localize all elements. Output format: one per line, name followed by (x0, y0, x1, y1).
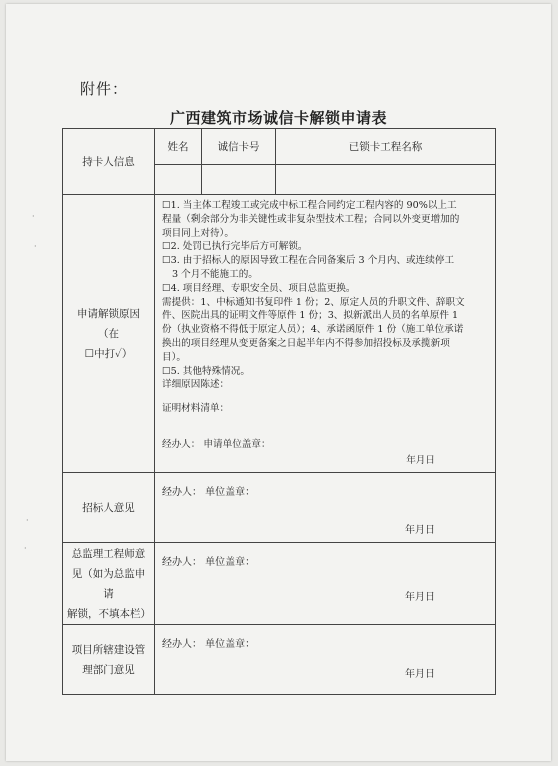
scan-speck: · (24, 544, 27, 553)
card-number-field[interactable] (202, 165, 276, 195)
reason-content[interactable]: ☐1. 当主体工程竣工或完成中标工程合同约定工程内容的 90%以上工 程量（剩余部分为非关键性或非复杂型技术工程；合同以外变更增加的 项目同上对待）。 ☐2. 处罚已执行完毕后方可解锁。 ☐3. 由于招标人的原因导致工程在合同备案后 3 个月内、或连续停工 3 个月不能施工的。 ☐4. 项目经理、专职安全员、项目总监更换。 需提供：1、中标通知书复印件 1 份；2、原定人员的升职文件、辞职文 件、医院出具的证明文件等原件 1 份；3、拟新派出人员的名单原件 1 份（执业资格不得低于原定人员）；4、承诺函原件 1 份（施工单位承诺 换出的项目经理从变更备案之日起半年内不得参加招投标及承揽新项 目）。 ☐5. 其他特殊情况。 详细原因陈述： 证明材料清单： 经办人： 申请单位盖章： 年月日 (155, 195, 496, 473)
tenderer-signer-label: 经办人： 单位盖章： (162, 487, 256, 498)
holder-info-label: 持卡人信息 (63, 129, 155, 195)
reason-option-4[interactable]: ☐4. 项目经理、专职安全员、项目总监更换。 (162, 282, 356, 294)
authority-opinion-label: 项目所辖建设管 理部门意见 (63, 625, 155, 695)
unlock-application-form (62, 128, 496, 695)
detailed-reason-label: 详细原因陈述： (162, 379, 230, 391)
authority-date-label: 年月日 (405, 669, 435, 680)
reason-option-1[interactable]: ☐1. 当主体工程竣工或完成中标工程合同约定工程内容的 90%以上工 (162, 200, 457, 211)
tenderer-opinion-label: 招标人意见 (63, 473, 155, 543)
form-title: 广西建筑市场诚信卡解锁申请表 (169, 109, 387, 127)
reason-option-3[interactable]: ☐3. 由于招标人的原因导致工程在合同备案后 3 个月内、或连续停工 (162, 255, 455, 267)
supervisor-opinion-field[interactable] (155, 543, 496, 625)
attachment-label: 附件： (80, 80, 129, 98)
reason-date-label: 年月日 (406, 454, 435, 466)
tenderer-opinion-field[interactable] (155, 473, 496, 543)
name-field[interactable] (155, 165, 202, 195)
scan-speck: · (26, 516, 29, 525)
locked-project-field[interactable] (276, 165, 496, 195)
reason-signer-label: 经办人： 申请单位盖章： (162, 438, 271, 450)
authority-signer-label: 经办人： 单位盖章： (162, 639, 256, 650)
header-name: 姓名 (155, 129, 202, 165)
reason-option-5[interactable]: ☐5. 其他特殊情况。 (162, 365, 250, 377)
header-locked-project: 已锁卡工程名称 (276, 129, 496, 165)
reason-option-2[interactable]: ☐2. 处罚已执行完毕后方可解锁。 (162, 241, 308, 253)
supervisor-date-label: 年月日 (405, 592, 435, 603)
document-page (6, 4, 551, 761)
scan-speck: · (32, 212, 35, 221)
authority-opinion-field[interactable] (155, 625, 496, 695)
materials-label: 证明材料清单： (162, 403, 230, 415)
supervisor-opinion-label: 总监理工程师意 见（如为总监申请 解锁，不填本栏） (63, 543, 155, 625)
supervisor-signer-label: 经办人： 单位盖章： (162, 557, 256, 568)
header-card-number: 诚信卡号 (202, 129, 276, 165)
tenderer-date-label: 年月日 (405, 525, 435, 536)
reason-label: 申请解锁原因（在 ☐中打✓） (63, 195, 155, 473)
scan-speck: · (34, 242, 37, 251)
